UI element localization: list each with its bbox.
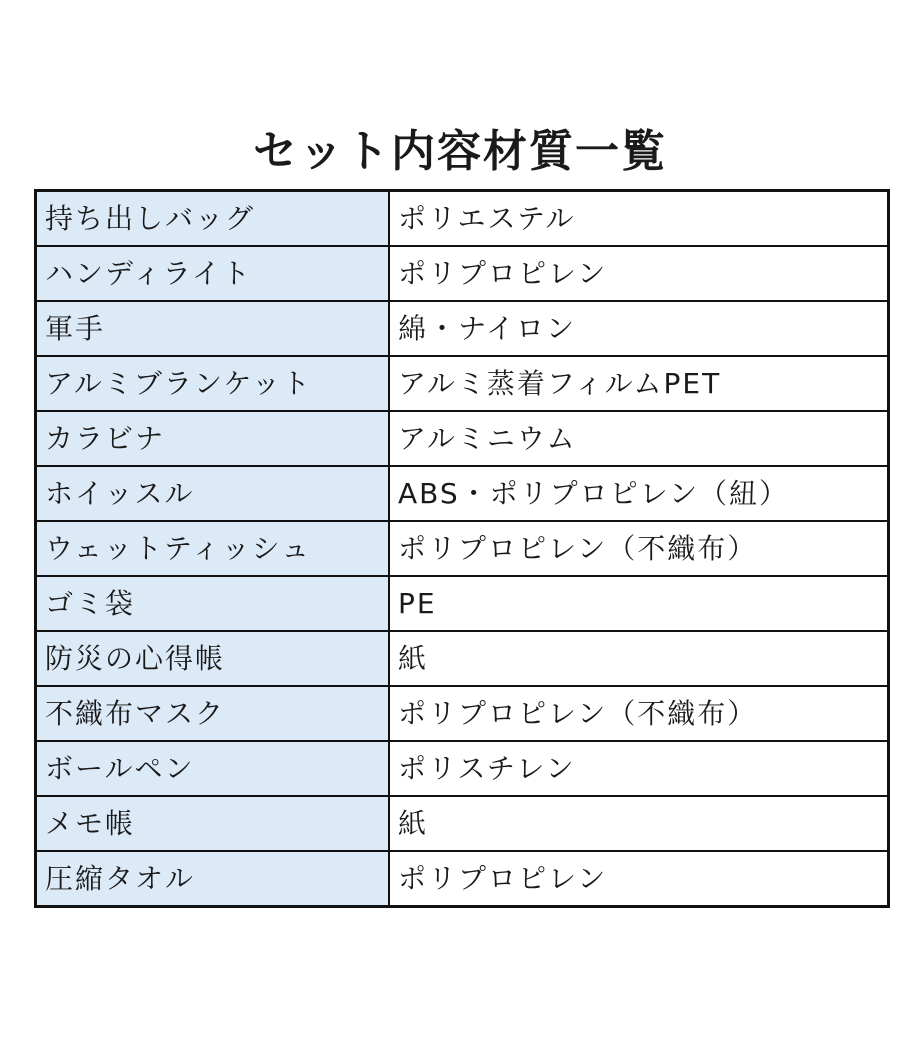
table-row [36,741,889,796]
material-cell: ポリプロピレン（不織布） [389,521,889,576]
table-row [36,631,889,686]
item-name-cell: ウェットティッシュ [36,521,390,576]
material-cell: 綿・ナイロン [389,301,889,356]
material-cell: 紙 [389,796,889,851]
item-name-cell: 持ち出しバッグ [36,191,390,247]
material-cell: PE [389,576,889,631]
item-name-cell: カラビナ [36,411,390,466]
table-row [36,466,889,521]
table-row [36,246,889,301]
item-name-cell: 軍手 [36,301,390,356]
item-name-cell: ホイッスル [36,466,390,521]
item-name-cell: 不織布マスク [36,686,390,741]
item-name-cell: メモ帳 [36,796,390,851]
material-cell: アルミ蒸着フィルムPET [389,356,889,411]
table-row [36,356,889,411]
item-name-cell: 防災の心得帳 [36,631,390,686]
item-name-cell: アルミブランケット [36,356,390,411]
material-cell: ポリスチレン [389,741,889,796]
item-name-cell: ゴミ袋 [36,576,390,631]
table-row [36,191,889,247]
material-cell: ABS・ポリプロピレン（紐） [389,466,889,521]
item-name-cell: ボールペン [36,741,390,796]
table-row [36,796,889,851]
material-cell: ポリプロピレン（不織布） [389,686,889,741]
item-name-cell: ハンディライト [36,246,390,301]
table-row [36,301,889,356]
table-row [36,521,889,576]
material-cell: 紙 [389,631,889,686]
material-cell: アルミニウム [389,411,889,466]
table-row [36,851,889,907]
table-row [36,576,889,631]
page-title: セット内容材質一覧 [253,126,667,177]
material-cell: ポリエステル [389,191,889,247]
material-cell: ポリプロピレン [389,246,889,301]
table-row [36,411,889,466]
item-name-cell: 圧縮タオル [36,851,390,907]
materials-table [34,189,890,908]
table-row [36,686,889,741]
material-cell: ポリプロピレン [389,851,889,907]
